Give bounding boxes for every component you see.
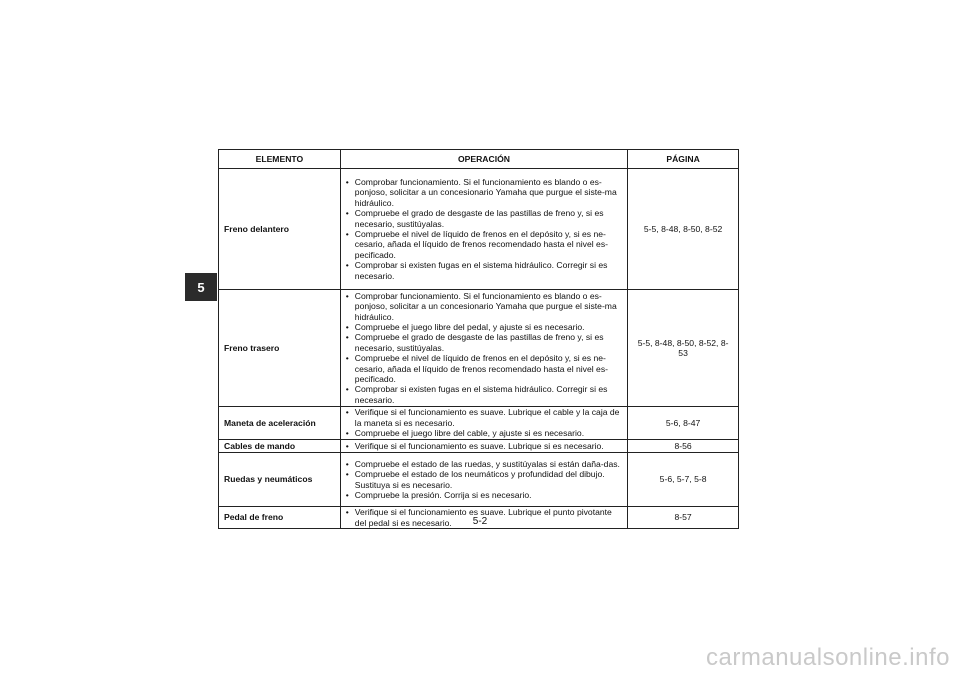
header-element: ELEMENTO bbox=[219, 150, 341, 169]
row-operations bbox=[340, 407, 627, 440]
row-pages: 8-56 bbox=[628, 440, 739, 453]
row-pages: 5-6, 5-7, 5-8 bbox=[628, 453, 739, 507]
operation-item: • Compruebe el grado de desgaste de las pastillas de freno y, si es necesario, sustitúyalas. bbox=[346, 332, 622, 353]
table-row bbox=[219, 290, 739, 407]
row-operations bbox=[340, 453, 627, 507]
row-element: Cables de mando bbox=[219, 440, 341, 453]
operation-item: • Comprobar si existen fugas en el sistema hidráulico. Corregir si es necesario. bbox=[346, 384, 622, 405]
row-operations bbox=[340, 290, 627, 407]
operation-item: • Compruebe el juego libre del cable, y ajuste si es necesario. bbox=[346, 428, 622, 438]
operation-item: • Comprobar funcionamiento. Si el funcionamiento es blando o es-ponjoso, solicitar a un concesionario Yamaha que purgue el siste-ma hidráulico. bbox=[346, 291, 622, 322]
operation-item: • Verifique si el funcionamiento es suave. Lubrique el cable y la caja de la maneta si es necesario. bbox=[346, 407, 622, 428]
page-number: 5-2 bbox=[472, 516, 488, 527]
operation-item: • Comprobar funcionamiento. Si el funcionamiento es blando o es-ponjoso, solicitar a un concesionario Yamaha que purgue el siste-ma hidráulico. bbox=[346, 177, 622, 208]
table-row bbox=[219, 169, 739, 290]
operation-item: • Compruebe el nivel de líquido de frenos en el depósito y, si es ne-cesario, añada el líquido de frenos recomendado hasta el nivel es-pecificado. bbox=[346, 229, 622, 260]
row-element: Maneta de aceleración bbox=[219, 407, 341, 440]
row-element: Ruedas y neumáticos bbox=[219, 453, 341, 507]
operation-item: • Compruebe el grado de desgaste de las pastillas de freno y, si es necesario, sustitúyalas. bbox=[346, 208, 622, 229]
chapter-tab: 5 bbox=[185, 273, 217, 301]
row-operations bbox=[340, 169, 627, 290]
table-row bbox=[219, 453, 739, 507]
operation-item: • Compruebe el juego libre del pedal, y ajuste si es necesario. bbox=[346, 322, 622, 332]
header-operation: OPERACIÓN bbox=[340, 150, 627, 169]
operation-item: • Compruebe el estado de las ruedas, y sustitúyalas si están daña-das. bbox=[346, 459, 622, 469]
operation-item: • Compruebe el estado de los neumáticos y profundidad del dibujo. Sustituya si es necesario. bbox=[346, 469, 622, 490]
maintenance-table bbox=[218, 149, 739, 529]
row-pages: 5-5, 8-48, 8-50, 8-52, 8-53 bbox=[628, 290, 739, 407]
row-element: Freno delantero bbox=[219, 169, 341, 290]
row-pages: 8-57 bbox=[628, 507, 739, 529]
table-row bbox=[219, 407, 739, 440]
table-row bbox=[219, 440, 739, 453]
operation-item: • Compruebe el nivel de líquido de frenos en el depósito y, si es ne-cesario, añada el líquido de frenos recomendado hasta el nivel es-pecificado. bbox=[346, 353, 622, 384]
row-pages: 5-5, 8-48, 8-50, 8-52 bbox=[628, 169, 739, 290]
row-pages: 5-6, 8-47 bbox=[628, 407, 739, 440]
operation-item: • Compruebe la presión. Corrija si es necesario. bbox=[346, 490, 622, 500]
operation-item: • Verifique si el funcionamiento es suave. Lubrique el punto pivotante del pedal si es necesario. bbox=[346, 507, 622, 528]
operation-item: • Comprobar si existen fugas en el sistema hidráulico. Corregir si es necesario. bbox=[346, 260, 622, 281]
row-element: Freno trasero bbox=[219, 290, 341, 407]
row-element: Pedal de freno bbox=[219, 507, 341, 529]
table-header-row bbox=[219, 150, 739, 169]
header-page: PÁGINA bbox=[628, 150, 739, 169]
operation-item: • Verifique si el funcionamiento es suave. Lubrique si es necesario. bbox=[346, 441, 622, 451]
watermark: carmanualsonline.info bbox=[706, 644, 950, 671]
row-operations bbox=[340, 440, 627, 453]
